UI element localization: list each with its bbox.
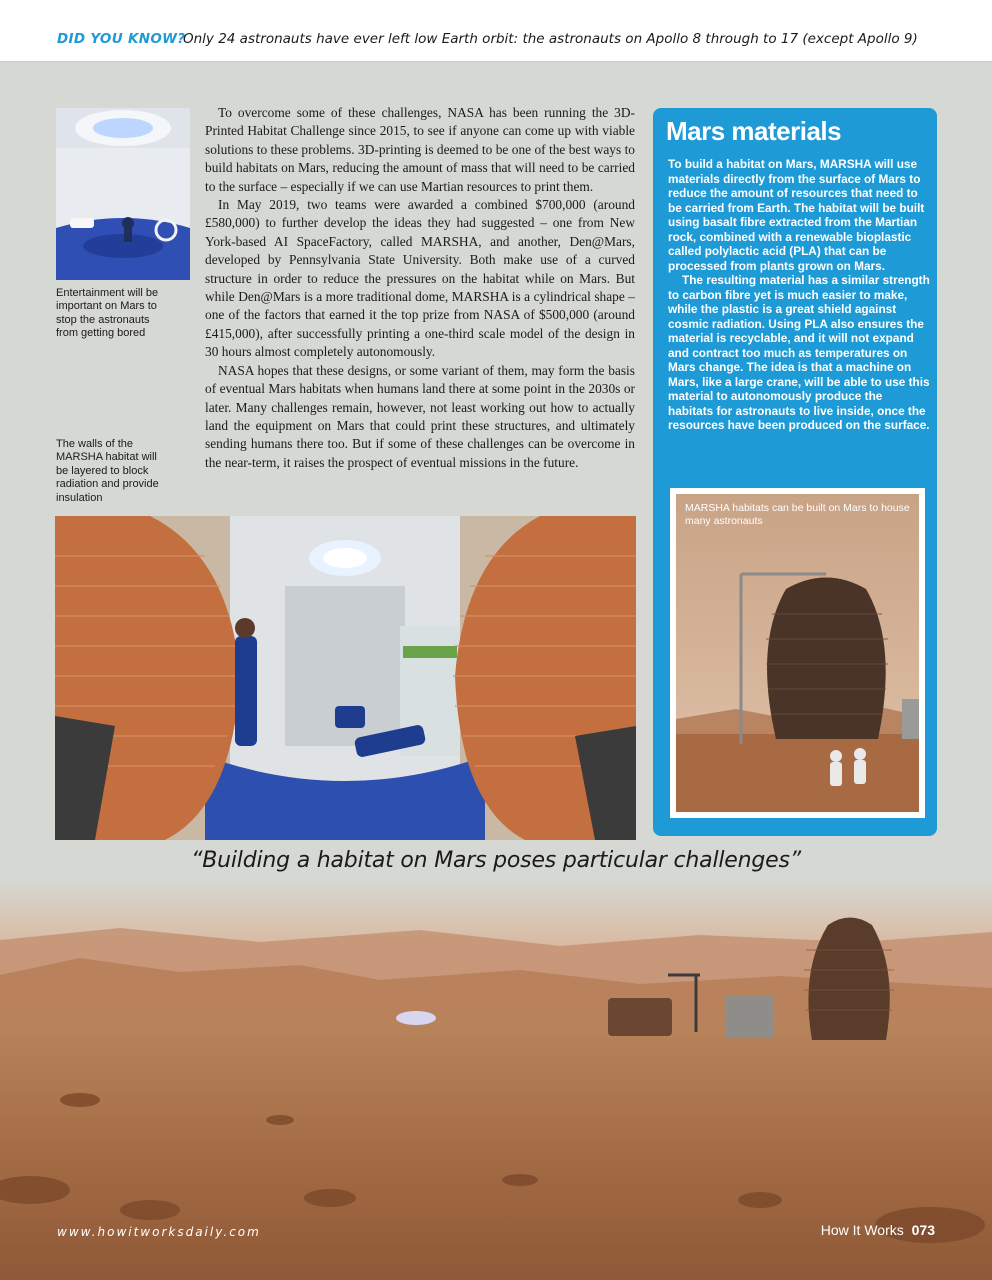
marsha-exterior-illustration [676, 494, 919, 812]
sidebar-text [668, 157, 930, 433]
mars-landscape-image [0, 880, 992, 1280]
footer-page-info [821, 1222, 935, 1238]
footer-website: www.howitworksdaily.com [57, 1225, 261, 1239]
article-paragraph: NASA hopes that these designs, or some variant of them, may form the basis of eventual Mars habitats when humans land there at some point in the 2030s or later. Many challenges remain, however, not least working out how to actually land the equipment on Mars that could print these structures, and ultimately sending humans there too. But if some of these challenges can be overcome in the near-term, it raises the prospect of eventual missions in the future. [205, 362, 635, 470]
marsha-photo-caption: MARSHA habitats can be built on Mars to house many astronauts [685, 502, 910, 527]
article-paragraph: To overcome some of these challenges, NASA has been running the 3D-Printed Habitat Challenge since 2015, to see if anyone can come up with viable solutions to these problems. 3D-printing is deemed to be one of the best ways to build habitats on Mars, reducing the amount of mass that will need to be carried to the surface – especially if we can use Martian resources to print them. [205, 105, 635, 194]
article-body [205, 104, 635, 472]
did-you-know-fact: Only 24 astronauts have ever left low Earth orbit: the astronauts on Apollo 8 through to 17 (except Apollo 9) [183, 31, 918, 47]
sidebar-title: Mars materials [666, 116, 842, 146]
marsha-photo-frame [670, 488, 925, 818]
walls-caption: The walls of the MARSHA habitat will be layered to block radiation and provide insulation [56, 438, 159, 504]
did-you-know-banner [0, 0, 992, 62]
footer-page-number: 073 [911, 1222, 935, 1238]
marsha-interior-illustration [55, 516, 636, 840]
did-you-know-label: DID YOU KNOW? [57, 31, 186, 47]
marsha-interior-image [55, 516, 636, 840]
article-paragraph: In May 2019, two teams were awarded a combined $700,000 (around £580,000) to further develop the ideas they had suggested – one from New York-based AI SpaceFactory, called MARSHA, and another, Den@Mars, developed by Pennsylvania State University. Both make use of a curved structure in order to reduce the pressures on the habitat while on Mars. But while Den@Mars is a more traditional dome, MARSHA is a cylindrical shape – one of the factors that earned it the top prize from NASA of $500,000 (around £415,000), after successfully printing a one-third scale model of the design in 30 hours almost completely autonomously. [205, 197, 635, 360]
entertainment-interior-illustration [56, 108, 190, 280]
entertainment-interior-image [56, 108, 190, 280]
entertainment-caption: Entertainment will be important on Mars to stop the astronauts from getting bored [56, 287, 159, 340]
mars-landscape-illustration [0, 880, 992, 1280]
mars-materials-sidebar [653, 108, 937, 836]
footer-magazine-name: How It Works [820, 1222, 904, 1238]
sidebar-paragraph: To build a habitat on Mars, MARSHA will use materials directly from the surface of Mars to reduce the amount of resources that need to be carried from Earth. The habitat will be built using basalt fibre extracted from the Martian rock, combined with a renewable bioplastic called polylactic acid (PLA) that can be processed from plants grown on Mars. [668, 157, 925, 273]
pull-quote: “Building a habitat on Mars poses particular challenges” [191, 848, 801, 873]
marsha-exterior-image [676, 494, 919, 812]
sidebar-paragraph: The resulting material has a similar strength to carbon fibre yet is much easier to make, while the plastic is a great shield against cosmic radiation. Using PLA also ensures the material is recyclable, and it will not expand and contract too much as temperatures on Mars change. The idea is that a machine on Mars, like a large crane, will be able to use this material to autonomously produce the habitats for astronauts to live inside, once the resources have been produced on the surface. [668, 273, 930, 432]
